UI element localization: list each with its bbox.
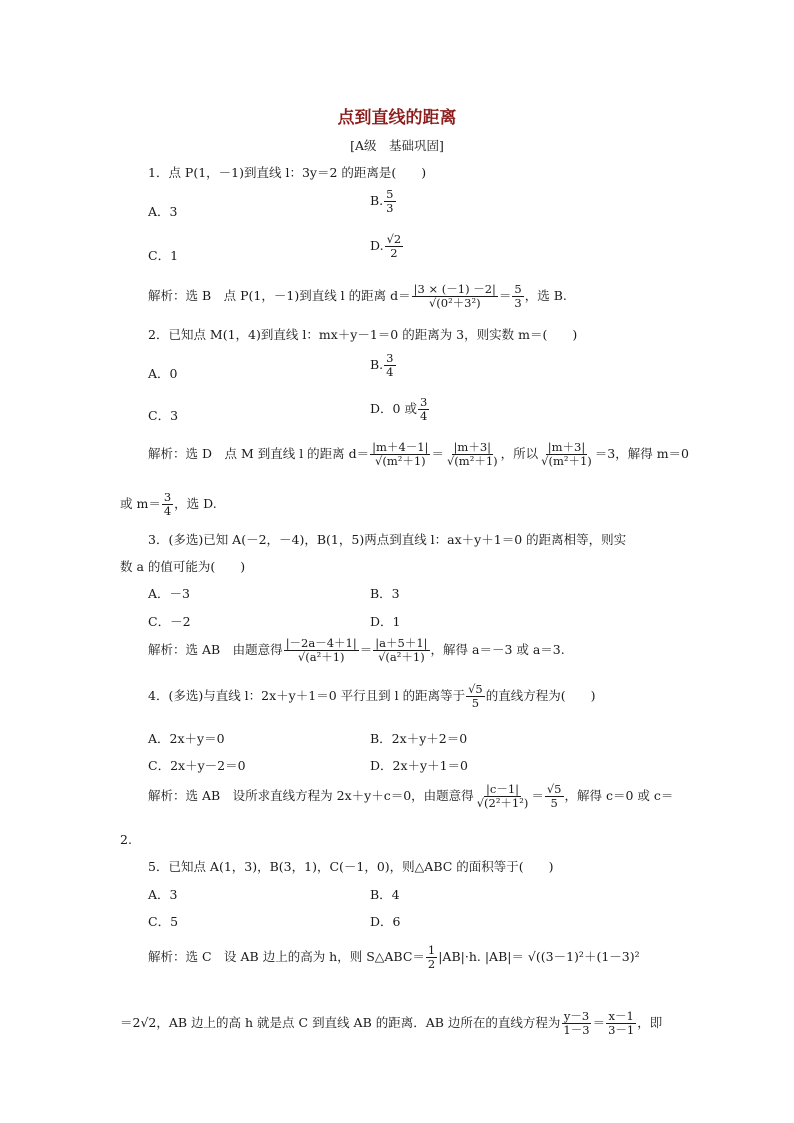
q1-option-d-num: √2 xyxy=(386,232,402,246)
q5-solution-den-1: 2 xyxy=(427,957,436,971)
q2-option-d-fraction xyxy=(418,396,429,423)
q4-solution-fraction-1 xyxy=(475,783,531,810)
q3-solution-fraction-2 xyxy=(373,637,429,664)
q1-option-b-prefix: B. xyxy=(370,193,384,208)
q2-solution-line2-den: 4 xyxy=(163,504,172,518)
q5-option-c: C．5 xyxy=(148,914,179,929)
q5-solution-line2 xyxy=(120,1010,662,1037)
q4-solution-eq: ＝ xyxy=(531,788,544,803)
q1-option-d-den: 2 xyxy=(390,246,398,260)
q2-solution-den-1: √(m²＋1) xyxy=(375,454,426,468)
q5-solution-line2-den-2: 3－1 xyxy=(608,1023,635,1037)
q1-option-c: C．1 xyxy=(148,248,179,263)
q2-option-d-num: 3 xyxy=(419,395,428,409)
q1-option-a: A．3 xyxy=(148,204,178,219)
q1-solution-den-1: √(0²＋3²) xyxy=(428,296,481,310)
q4-solution xyxy=(148,783,673,810)
q3-solution-eq: ＝ xyxy=(359,642,373,657)
q1-option-b-den: 3 xyxy=(386,201,394,215)
q5-solution-line2-eq: ＝ xyxy=(592,1015,606,1030)
q3-solution-num-1: |－2a－4＋1| xyxy=(285,636,357,650)
q1-option-b xyxy=(370,188,397,215)
q4-stem-den: 5 xyxy=(471,696,480,710)
q5-solution-line2-fraction-1 xyxy=(561,1010,591,1037)
q2-solution xyxy=(148,441,689,468)
q2-option-d xyxy=(370,396,430,423)
q2-option-c: C．3 xyxy=(148,408,179,423)
q5-solution xyxy=(148,944,640,971)
q1-solution-text: 解析：选 B 点 P(1，－1)到直线 l 的距离 d＝ xyxy=(148,288,411,303)
q4-stem-fraction xyxy=(466,683,485,710)
q5-solution-line2-num-2: x－1 xyxy=(608,1009,634,1023)
q5-option-b: B．4 xyxy=(370,887,400,902)
q3-solution-den-2: √(a²＋1) xyxy=(378,650,425,664)
q2-option-b xyxy=(370,352,397,379)
q2-option-b-prefix: B. xyxy=(370,357,384,372)
q3-solution-fraction-1 xyxy=(284,637,359,664)
q2-option-d-den: 4 xyxy=(419,409,428,423)
q4-solution-num-1: |c－1| xyxy=(486,782,520,796)
q4-solution-fraction-2 xyxy=(545,783,564,810)
q5-solution-line2-text: ＝2√2，AB 边上的高 h 就是点 C 到直线 AB 的距离．AB 边所在的直线方程为 xyxy=(120,1015,561,1030)
q2-solution-num-3: |m＋3| xyxy=(547,440,586,454)
q2-solution-mid: ，所以 xyxy=(500,446,539,461)
q2-solution-fraction-3 xyxy=(539,441,594,468)
section-level: [A级 基础巩固] xyxy=(350,138,444,153)
q1-option-b-fraction xyxy=(384,188,395,215)
q1-solution-end: ，选 B. xyxy=(524,288,567,303)
q2-solution-fraction-2 xyxy=(445,441,500,468)
q2-solution-den-3: √(m²＋1) xyxy=(541,454,592,468)
q5-option-d: D．6 xyxy=(370,914,401,929)
q3-option-a: A．－3 xyxy=(148,586,190,601)
q3-solution-end: ，解得 a＝－3 或 a＝3. xyxy=(430,642,565,657)
q5-solution-text: 解析：选 C 设 AB 边上的高为 h，则 S△ABC＝ xyxy=(148,949,425,964)
q5-stem: 5．已知点 A(1，3)，B(3，1)，C(－1，0)，则△ABC 的面积等于( ) xyxy=(148,859,554,874)
q2-solution-eq: ＝ xyxy=(431,446,444,461)
q3-option-c: C．－2 xyxy=(148,614,191,629)
q4-option-b: B．2x＋y＋2＝0 xyxy=(370,731,468,746)
q3-stem-line1: 3．(多选)已知 A(－2，－4)，B(1，5)两点到直线 l：ax＋y＋1＝0 的距离相等，则实 xyxy=(148,532,627,547)
q2-option-b-den: 4 xyxy=(386,365,394,379)
q1-solution-num-1: |3 × (－1) －2| xyxy=(413,282,496,296)
q3-option-d: D．1 xyxy=(370,614,401,629)
q1-option-b-num: 5 xyxy=(386,187,394,201)
q2-solution-line2-end: ，选 D. xyxy=(174,496,217,511)
q1-option-d xyxy=(370,233,404,260)
q4-stem-end: 的直线方程为( ) xyxy=(485,688,596,703)
q4-option-a: A．2x＋y＝0 xyxy=(148,731,225,746)
q3-solution xyxy=(148,637,565,664)
q4-option-c: C．2x＋y－2＝0 xyxy=(148,758,246,773)
q4-stem-num: √5 xyxy=(468,682,483,696)
page-title: 点到直线的距离 xyxy=(337,108,457,128)
q5-solution-mid: |AB|·h. |AB|＝ √((3－1)²＋(1－3)² xyxy=(438,949,640,964)
q2-solution-text: 解析：选 D 点 M 到直线 l 的距离 d＝ xyxy=(148,446,370,461)
q2-solution-fraction-1 xyxy=(370,441,430,468)
q1-solution-den-2: 3 xyxy=(514,296,522,310)
q2-solution-num-2: |m＋3| xyxy=(453,440,492,454)
q4-stem-text: 4．(多选)与直线 l：2x＋y＋1＝0 平行且到 l 的距离等于 xyxy=(148,688,466,703)
q1-solution-eq: ＝ xyxy=(498,288,512,303)
q2-option-d-prefix: D．0 或 xyxy=(370,401,417,416)
q5-solution-num-1: 1 xyxy=(427,943,436,957)
q2-solution-line2-text: 或 m＝ xyxy=(120,496,161,511)
q3-stem-line2: 数 a 的值可能为( ) xyxy=(120,559,246,574)
q5-option-a: A．3 xyxy=(148,887,178,902)
q3-solution-den-1: √(a²＋1) xyxy=(297,650,345,664)
q2-stem: 2．已知点 M(1，4)到直线 l：mx＋y－1＝0 的距离为 3，则实数 m＝( ) xyxy=(148,327,578,342)
q1-solution xyxy=(148,283,567,310)
q2-option-a: A．0 xyxy=(148,366,178,381)
q4-option-d: D．2x＋y＋1＝0 xyxy=(370,758,468,773)
q1-solution-num-2: 5 xyxy=(514,282,522,296)
q2-solution-line2 xyxy=(120,491,217,518)
q2-solution-den-2: √(m²＋1) xyxy=(446,454,498,468)
q1-stem: 1．点 P(1，－1)到直线 l：3y＝2 的距离是( ) xyxy=(148,165,427,180)
q5-solution-line2-end: ，即 xyxy=(637,1015,663,1030)
q4-solution-num-2: √5 xyxy=(546,782,562,796)
q2-solution-line2-num: 3 xyxy=(163,490,172,504)
q2-solution-num-1: |m＋4－1| xyxy=(372,440,429,454)
q4-stem xyxy=(148,683,596,710)
q3-solution-text: 解析：选 AB 由题意得 xyxy=(148,642,283,657)
q2-option-b-num: 3 xyxy=(386,351,394,365)
q2-solution-line2-fraction xyxy=(162,491,173,518)
q4-solution-den-2: 5 xyxy=(550,796,558,810)
q1-option-d-prefix: D. xyxy=(370,238,384,253)
q1-solution-fraction-2 xyxy=(512,283,523,310)
q3-option-b: B．3 xyxy=(370,586,400,601)
q4-solution-den-1: √(2²＋1²) xyxy=(476,796,529,810)
q1-solution-fraction-1 xyxy=(412,283,498,310)
q4-solution-text: 解析：选 AB 设所求直线方程为 2x＋y＋c＝0，由题意得 xyxy=(148,788,474,803)
q2-option-b-fraction xyxy=(384,352,395,379)
q5-solution-fraction-1 xyxy=(426,944,437,971)
q5-solution-line2-den-1: 1－3 xyxy=(563,1023,590,1037)
q2-solution-end: ＝3，解得 m＝0 xyxy=(594,446,690,461)
q5-solution-line2-num-1: y－3 xyxy=(563,1009,590,1023)
q1-option-d-fraction xyxy=(385,233,404,260)
q4-solution-end: ，解得 c＝0 或 c＝ xyxy=(564,788,674,803)
q5-solution-line2-fraction-2 xyxy=(606,1010,636,1037)
q4-solution-line2: 2. xyxy=(120,832,132,847)
q3-solution-num-2: |a＋5＋1| xyxy=(375,636,428,650)
